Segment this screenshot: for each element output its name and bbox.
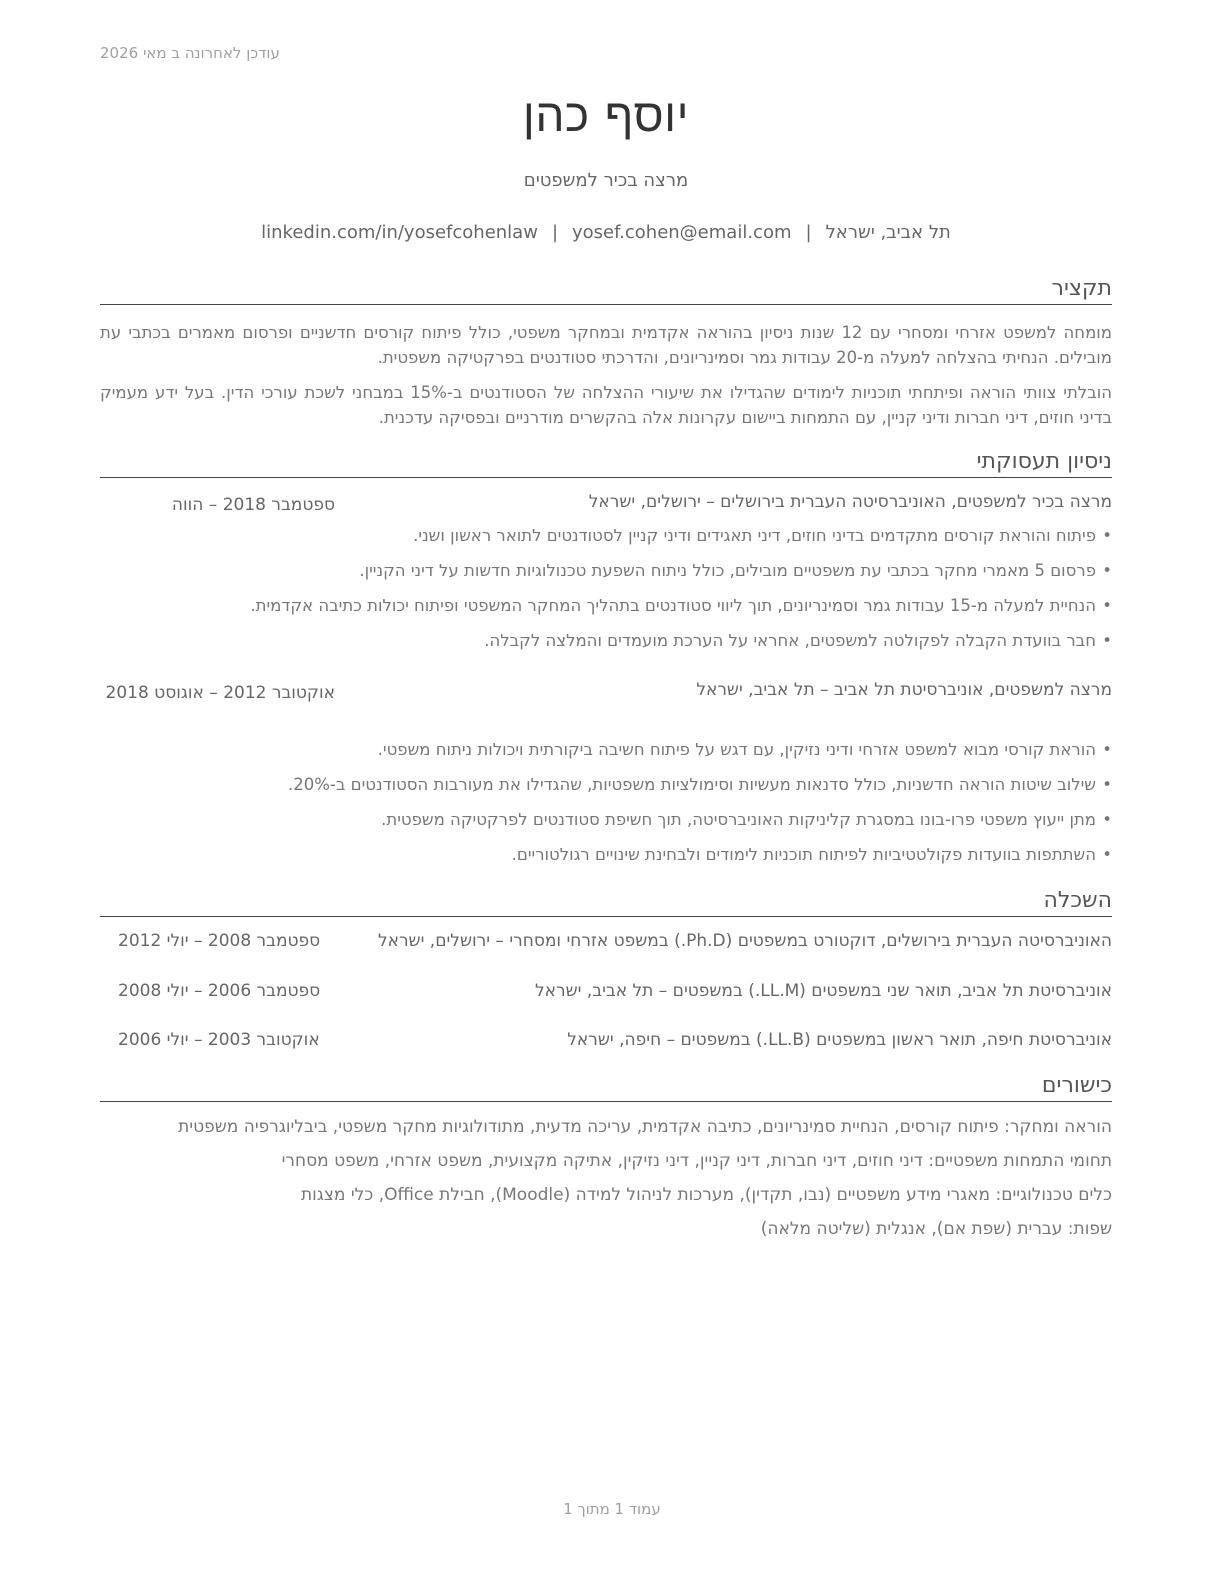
experience-heading: ניסיון תעסוקתי [100,449,1112,478]
job-bullets [100,524,1112,664]
job-dates: ספטמבר 2018 – הווה [171,495,335,515]
education-dates: ספטמבר 2008 – יולי 2012 [118,931,321,951]
contact-separator: | [805,222,812,243]
job-bullet: • השתתפות בוועדות פקולטטיביות לפיתוח תוכניות לימודים ולבחינת שינויים רגולטוריים. [100,843,1112,878]
job-bullet: • פרסום 5 מאמרי מחקר בכתבי עת משפטיים מובילים, כולל ניתוח השפעת טכנולוגיות חדשות על דיני הקניין. [100,559,1112,594]
education-degree: האוניברסיטה העברית בירושלים, דוקטורט במשפטים (Ph.D.) במשפט אזרחי ומסחרי – ירושלים, ישראל [377,931,1112,951]
page-number: עמוד 1 מתוך 1 [563,1500,661,1518]
skills-line: הוראה ומחקר: פיתוח קורסים, הנחיית סמינריונים, כתיבה אקדמית, עריכה מדעית, מתודולוגיות מחקר משפטי, ביבליוגרפיה משפטית [178,1117,1112,1137]
education-dates: אוקטובר 2003 – יולי 2006 [118,1030,320,1050]
candidate-title: מרצה בכיר למשפטים [523,170,689,191]
education-degree: אוניברסיטת חיפה, תואר ראשון במשפטים (LL.B.) במשפטים – חיפה, ישראל [567,1030,1112,1050]
skills-line: כלים טכנולוגיים: מאגרי מידע משפטיים (נבו, תקדין), מערכות לניהול למידה (Moodle), חבילת Office, כלי מצגות [300,1185,1112,1205]
last-updated: עודכן לאחרונה ב מאי 2026 [100,44,280,62]
job-bullet: • מתן ייעוץ משפטי פרו-בונו במסגרת קליניקות האוניברסיטה, תוך חשיפת סטודנטים לפרקטיקה משפטית. [100,808,1112,843]
education-heading: השכלה [100,888,1112,917]
job-bullet: • הנחיית למעלה מ-15 עבודות גמר וסמינריונים, תוך ליווי סטודנטים בתהליך המחקר המשפטי ופיתוח יכולות כתיבה אקדמית. [100,594,1112,629]
contact-separator: | [551,222,559,243]
job-bullet: • פיתוח והוראת קורסים מתקדמים בדיני חוזים, דיני תאגידים ודיני קניין לסטודנטים לתואר ראשון ושני. [100,524,1112,559]
skills-line: שפות: עברית (שפת אם), אנגלית (שליטה מלאה) [760,1219,1112,1239]
skills-line: תחומי התמחות משפטיים: דיני חוזים, דיני חברות, דיני קניין, דיני נזיקין, אתיקה מקצועית, משפט אזרחי, משפט מסחרי [281,1151,1112,1171]
linkedin-link[interactable]: linkedin.com/in/yosefcohenlaw [261,222,538,243]
summary-paragraph-2: הובלתי צוותי הוראה ופיתחתי תוכניות לימודים שהגדילו את שיעורי ההצלחה של הסטודנטים ב-15% במבחני לשכת עורכי הדין. בעל ידע מעמיק בדיני חוזים, דיני חברות ודיני קניין, עם התמחות ביישום עקרונות אלה בהקשרים מודרניים ובפסיקה עדכנית. [100,383,1112,427]
job-role: מרצה בכיר למשפטים, האוניברסיטה העברית בירושלים – ירושלים, ישראל [588,492,1112,512]
job-dates: אוקטובר 2012 – אוגוסט 2018 [105,683,335,703]
job-role: מרצה למשפטים, אוניברסיטת תל אביב – תל אביב, ישראל [696,680,1112,700]
summary-paragraph-1: מומחה למשפט אזרחי ומסחרי עם 12 שנות ניסיון בהוראה אקדמית ובמחקר משפטי, כולל פיתוח קורסים חדשניים ופרסום מאמרים בכתבי עת מובילים. הנחיתי בהצלחה למעלה מ-20 עבודות גמר וסמינריונים, והדרכתי סטודנטים בפרקטיקה משפטית. [100,323,1112,367]
job-bullet: • הוראת קורסי מבוא למשפט אזרחי ודיני נזיקין, עם דגש על פיתוח חשיבה ביקורתית ויכולות ניתוח משפטי. [100,738,1112,773]
job-bullets [100,738,1112,878]
education-degree: אוניברסיטת תל אביב, תואר שני במשפטים (LL.M.) במשפטים – תל אביב, ישראל [535,981,1112,1001]
job-bullet: • חבר בוועדת הקבלה לפקולטה למשפטים, אחראי על הערכת מועמדים והמלצה לקבלה. [100,629,1112,664]
education-dates: ספטמבר 2006 – יולי 2008 [118,981,321,1001]
skills-heading: כישורים [100,1073,1112,1102]
job-bullet: • שילוב שיטות הוראה חדשניות, כולל סדנאות מעשיות וסימולציות משפטיות, שהגדילו את מעורבות הסטודנטים ב-20%. [100,773,1112,808]
email-link[interactable]: yosef.cohen@email.com [572,222,792,243]
contact-line [100,222,1112,243]
skills-list [100,1117,1112,1253]
summary-heading: תקציר [100,276,1112,305]
location-text: תל אביב, ישראל [825,222,951,243]
candidate-name: יוסף כהן [522,88,690,142]
